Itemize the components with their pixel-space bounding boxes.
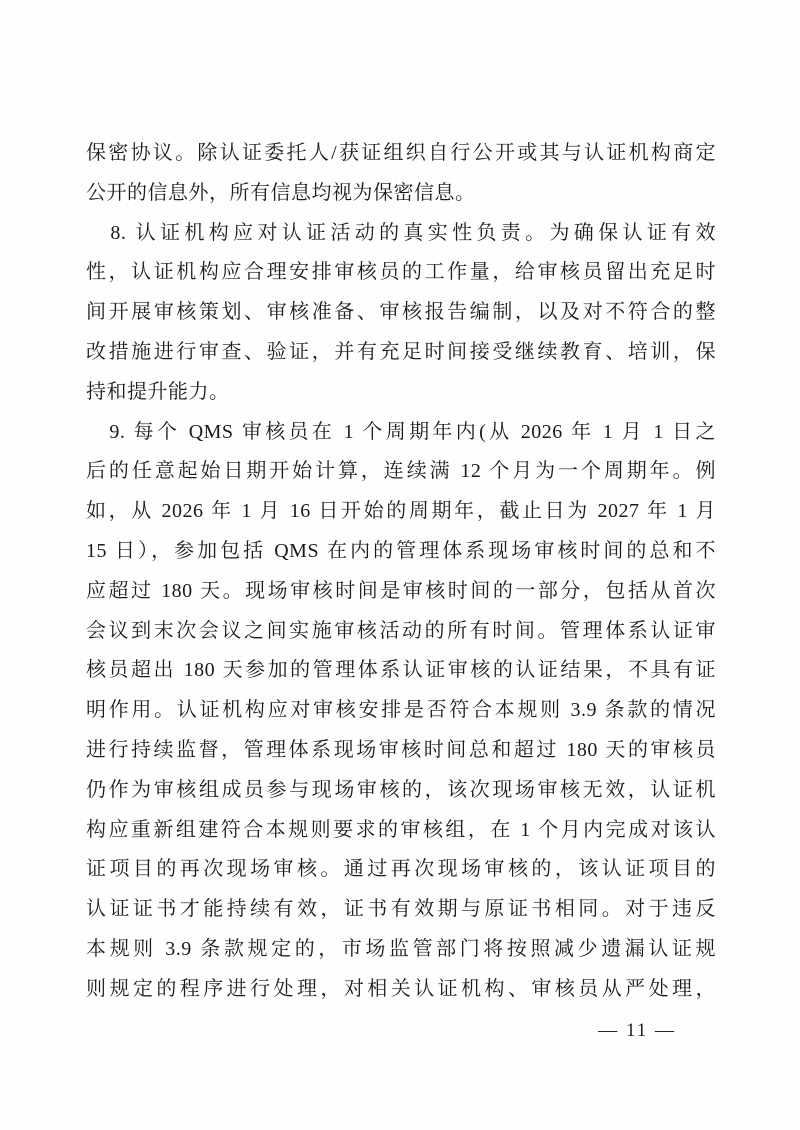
text-line: 如，从 2026 年 1 月 16 日开始的周期年，截止日为 2027 年 1 月 [86, 500, 716, 523]
text-line: 则规定的程序进行处理，对相关认证机构、审核员从严处理， [86, 977, 716, 1000]
text-line: 核员超出 180 天参加的管理体系认证审核的认证结果，不具有证 [86, 659, 716, 682]
text-line: 保密协议。除认证委托人/获证组织自行公开或其与认证机构商定 [86, 142, 716, 164]
text-line: 会议到末次会议之间实施审核活动的所有时间。管理体系认证审 [86, 619, 716, 642]
text-line: 15 日），参加包括 QMS 在内的管理体系现场审核时间的总和不 [86, 539, 716, 562]
text-line: 明作用。认证机构应对审核安排是否符合本规则 3.9 条款的情况 [86, 699, 716, 722]
text-line: 8. 认证机构应对认证活动的真实性负责。为确保认证有效 [86, 221, 716, 244]
text-line: 改措施进行审查、验证，并有充足时间接受继续教育、培训，保 [86, 340, 716, 363]
text-line: 后的任意起始日期开始计算，连续满 12 个月为一个周期年。例 [86, 460, 716, 483]
text-line: 证项目的再次现场审核。通过再次现场审核的，该认证项目的 [86, 858, 716, 881]
text-line: 认证证书才能持续有效，证书有效期与原证书相同。对于违反 [86, 898, 716, 921]
text-line: 持和提升能力。 [86, 380, 230, 403]
text-line: 应超过 180 天。现场审核时间是审核时间的一部分，包括从首次 [86, 579, 716, 602]
text-line: 进行持续监督，管理体系现场审核时间总和超过 180 天的审核员 [86, 738, 716, 761]
document-body [86, 134, 716, 1010]
text-line: 本规则 3.9 条款规定的，市场监管部门将按照减少遗漏认证规 [86, 937, 716, 960]
text-line: 仍作为审核组成员参与现场审核的，该次现场审核无效，认证机 [86, 778, 716, 801]
text-line: 性，认证机构应合理安排审核员的工作量，给审核员留出充足时 [86, 261, 716, 284]
text-line: 公开的信息外，所有信息均视为保密信息。 [86, 181, 476, 204]
text-line: 9. 每个 QMS 审核员在 1 个周期年内(从 2026 年 1 月 1 日之 [86, 420, 716, 443]
text-line: 构应重新组建符合本规则要求的审核组，在 1 个月内完成对该认 [86, 818, 716, 841]
page-number: — 11 — [598, 1020, 676, 1041]
text-line: 间开展审核策划、审核准备、审核报告编制，以及对不符合的整 [86, 301, 716, 324]
